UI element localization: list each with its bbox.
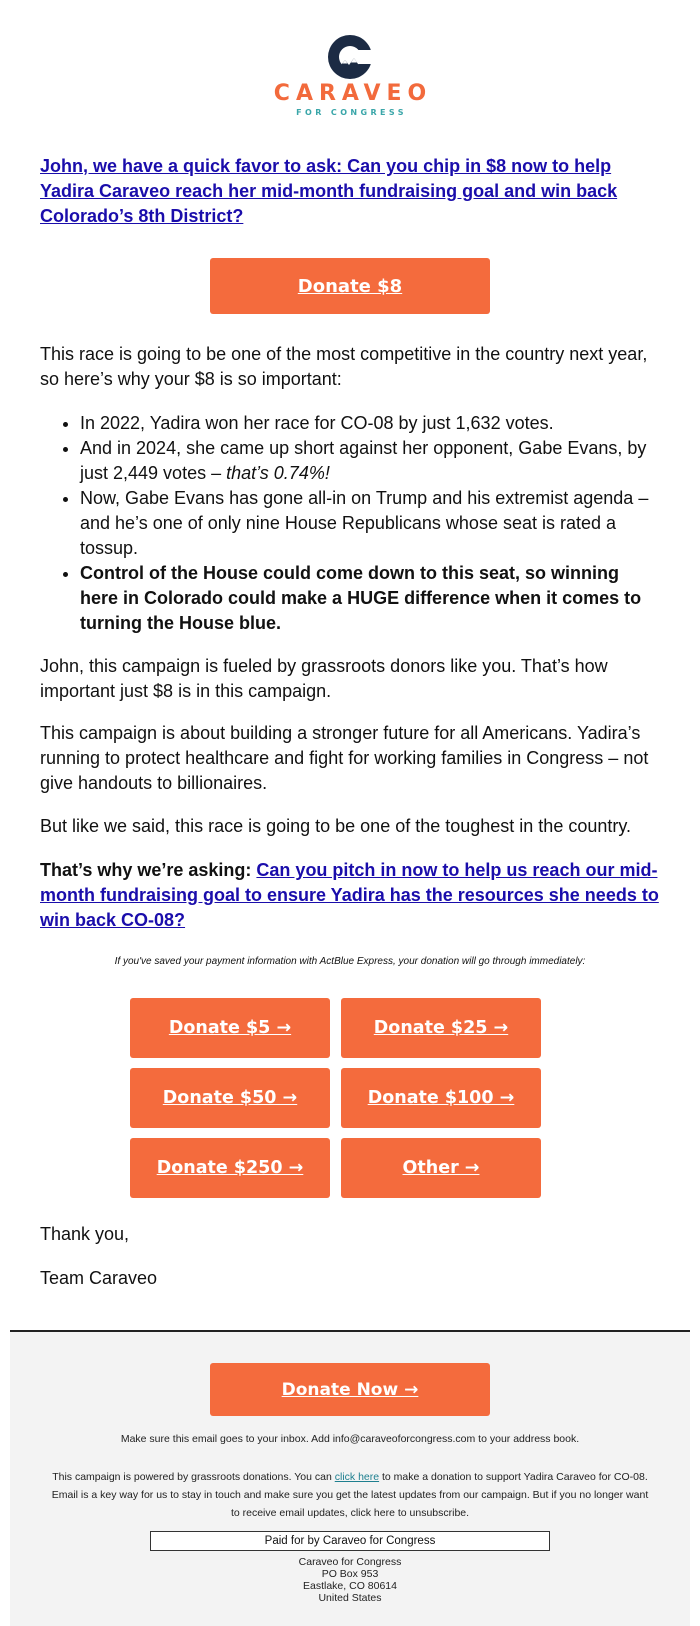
- donate-now-button[interactable]: Donate Now →: [210, 1363, 490, 1416]
- click-here-link[interactable]: click here: [334, 1471, 380, 1483]
- grassroots-paragraph: John, this campaign is fueled by grassroots donors like you. That’s how important just $8 is in this campaign.: [40, 656, 608, 701]
- reasons-list: [40, 411, 660, 636]
- future-paragraph: This campaign is about building a stronger future for all Americans. Yadira’s running to protect healthcare and fight for working families in Congress – not give handouts to billionaires.: [40, 723, 649, 793]
- donate-5-button[interactable]: Donate $5 →: [130, 998, 330, 1058]
- intro-paragraph: This race is going to be one of the most competitive in the country next year, so here’s why your $8 is so important:: [40, 344, 648, 389]
- margin-percent: that’s 0.74%!: [226, 463, 330, 483]
- mailing-address: [10, 1556, 690, 1604]
- logo-tagline: FOR CONGRESS: [296, 108, 407, 117]
- ask-paragraph: [40, 858, 660, 933]
- closing-thanks: Thank you,: [40, 1224, 130, 1244]
- campaign-logo: [0, 34, 700, 118]
- paid-for-disclaimer: Paid for by Caraveo for Congress: [150, 1531, 550, 1551]
- signature: Team Caraveo: [40, 1268, 158, 1288]
- lead-ask-link[interactable]: John, we have a quick favor to ask: Can you chip in $8 now to help Yadira Caraveo reach her mid-month fundraising goal and win back Colorado’s 8th District?: [40, 156, 618, 226]
- donate-100-button[interactable]: Donate $100 →: [341, 1068, 541, 1128]
- toughest-paragraph: But like we said, this race is going to be one of the toughest in the country.: [40, 816, 632, 836]
- address-line2: Eastlake, CO 80614: [303, 1580, 397, 1592]
- donate-8-button[interactable]: Donate $8: [210, 258, 490, 314]
- ask-link[interactable]: Can you pitch in now to help us reach our mid-month fundraising goal to ensure Yadira has the resources she needs to win back CO-08?: [40, 860, 659, 930]
- list-item: • Now, Gabe Evans has gone all-in on Trump and his extremist agenda – and he’s one of only nine House Republicans whose seat is rated a tossup.: [80, 486, 660, 561]
- email-footer: [10, 1330, 690, 1626]
- list-item: • And in 2024, she came up short against her opponent, Gabe Evans, by just 2,449 votes – that’s 0.74%!: [80, 436, 660, 486]
- lead-ask: [40, 154, 660, 229]
- list-item: • Control of the House could come down to this seat, so winning here in Colorado could make a HUGE difference when it comes to turning the House blue.: [80, 561, 660, 636]
- ask-label: That’s why we’re asking:: [40, 860, 252, 880]
- donate-25-button[interactable]: Donate $25 →: [341, 998, 541, 1058]
- logo-wordmark: CARAVEO: [273, 81, 433, 106]
- inbox-note: Make sure this email goes to your inbox. Add info@caraveoforcongress.com to your address book.: [120, 1433, 580, 1445]
- address-line1: PO Box 953: [321, 1568, 379, 1580]
- powered-by-note: This campaign is powered by grassroots donations. You can click here to make a donation to support Yadira Caraveo for CO-08. Email is a key way for us to stay in touch and make sure you get the latest updates from our campaign. But if you no longer want to receive email updates, click here to unsubscribe.: [51, 1471, 649, 1519]
- list-item: • In 2022, Yadira won her race for CO-08 by just 1,632 votes.: [80, 411, 660, 436]
- donate-250-button[interactable]: Donate $250 →: [130, 1138, 330, 1198]
- address-country: United States: [318, 1592, 382, 1604]
- address-org: Caraveo for Congress: [298, 1556, 402, 1568]
- caraveo-c-mountain-icon: [327, 34, 373, 80]
- donate-50-button[interactable]: Donate $50 →: [130, 1068, 330, 1128]
- actblue-express-note: If you've saved your payment information with ActBlue Express, your donation will go through immediately:: [114, 956, 586, 967]
- donate-other-button[interactable]: Other →: [341, 1138, 541, 1198]
